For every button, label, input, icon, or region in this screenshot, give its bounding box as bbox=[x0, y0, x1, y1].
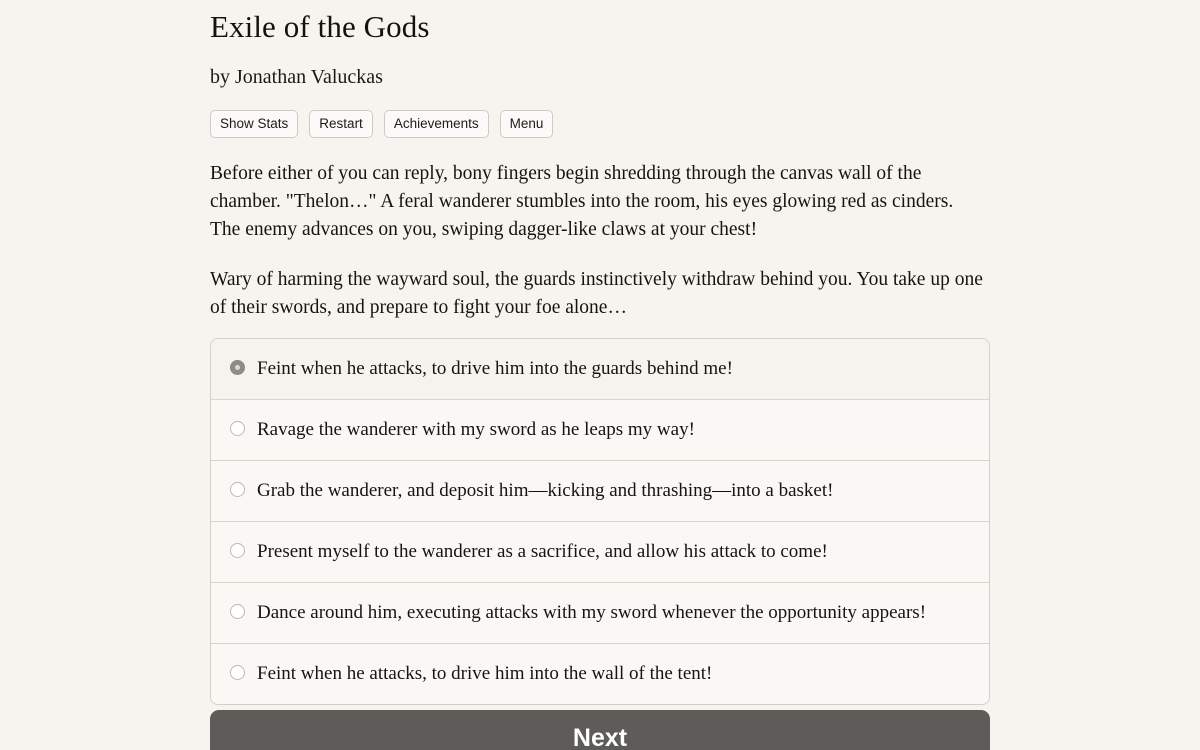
radio-icon[interactable] bbox=[230, 543, 245, 558]
story-paragraph: Before either of you can reply, bony fingers begin shredding through the canvas wall of the chamber. "Thelon…" A feral wanderer stumbles into the room, his eyes glowing red as cinders. The enemy advances on you, swiping dagger-like claws at your chest! bbox=[210, 163, 954, 241]
choice-label: Feint when he attacks, to drive him into the wall of the tent! bbox=[257, 663, 713, 685]
page-title: Exile of the Gods bbox=[210, 9, 430, 44]
radio-icon[interactable] bbox=[230, 421, 245, 436]
choice-label: Dance around him, executing attacks with my sword whenever the opportunity appears! bbox=[257, 602, 927, 624]
choice-label: Ravage the wanderer with my sword as he leaps my way! bbox=[257, 419, 695, 441]
choice-row[interactable] bbox=[211, 461, 989, 522]
choice-list bbox=[210, 338, 990, 705]
choice-row[interactable] bbox=[211, 583, 989, 644]
menu-button[interactable]: Menu bbox=[500, 110, 554, 139]
choice-row[interactable] bbox=[211, 400, 989, 461]
radio-icon[interactable] bbox=[230, 665, 245, 680]
choice-row[interactable] bbox=[211, 644, 989, 704]
story-text bbox=[210, 138, 990, 322]
story-column bbox=[210, 0, 990, 705]
radio-icon[interactable] bbox=[230, 482, 245, 497]
choice-label: Present myself to the wanderer as a sacrifice, and allow his attack to come! bbox=[257, 541, 828, 563]
toolbar bbox=[210, 89, 990, 139]
radio-icon[interactable] bbox=[230, 604, 245, 619]
restart-button[interactable]: Restart bbox=[309, 110, 373, 139]
show-stats-button[interactable]: Show Stats bbox=[210, 110, 298, 139]
choice-row[interactable] bbox=[211, 522, 989, 583]
achievements-button[interactable]: Achievements bbox=[384, 110, 489, 139]
choice-row[interactable] bbox=[211, 339, 989, 400]
choice-label: Grab the wanderer, and deposit him—kicking and thrashing—into a basket! bbox=[257, 480, 834, 502]
radio-icon[interactable] bbox=[230, 360, 245, 375]
next-button[interactable]: Next bbox=[210, 710, 990, 750]
choice-label: Feint when he attacks, to drive him into the guards behind me! bbox=[257, 358, 733, 380]
story-paragraph: Wary of harming the wayward soul, the guards instinctively withdraw behind you. You take up one of their swords, and prepare to fight your foe alone… bbox=[210, 269, 983, 319]
author-byline: by Jonathan Valuckas bbox=[210, 65, 383, 88]
